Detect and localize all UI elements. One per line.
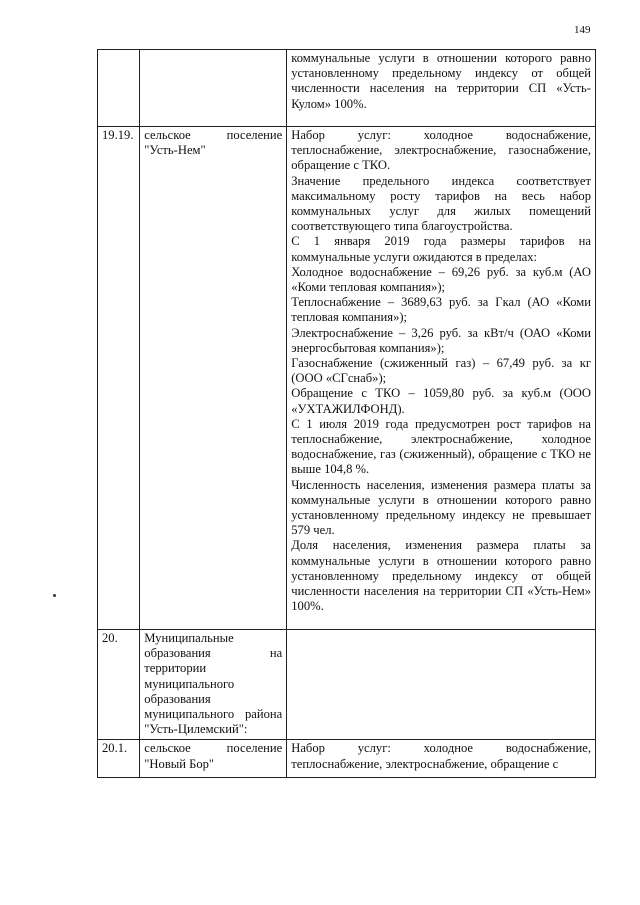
content-paragraph: Холодное водоснабжение – 69,26 руб. за куб.м (АО «Коми тепловая компания»); xyxy=(291,264,591,295)
content-paragraph: С 1 января 2019 года размеры тарифов на коммунальные услуги ожидаются в пределах: xyxy=(291,234,591,264)
row-number: 20.1. xyxy=(98,740,140,778)
content-paragraph: коммунальные услуги в отношении которого равно установленному предельному индексу от общей численности населения на территории СП «Усть-Кулом» 100%. xyxy=(291,51,591,111)
table-row xyxy=(98,630,596,740)
table-row xyxy=(98,127,596,630)
municipality-name: сельское поселение "Новый Бор" xyxy=(140,740,287,778)
content-paragraph: Доля населения, изменения размера платы за коммунальные услуги в отношении которого равно установленному предельному индексу от общей численности населения на территории СП «Усть-Нем» 100%. xyxy=(291,538,591,614)
municipality-name: сельское поселение "Усть-Нем" xyxy=(140,127,287,630)
municipality-name: Муниципальные образования на территории муниципального образования муниципального района "Усть-Цилемский": xyxy=(140,630,287,740)
municipality-name xyxy=(140,50,287,127)
row-content xyxy=(287,740,596,778)
content-paragraph: Набор услуг: холодное водоснабжение, теплоснабжение, электроснабжение, обращение с xyxy=(291,741,591,771)
page-number: 149 xyxy=(574,24,591,36)
row-content xyxy=(287,127,596,630)
content-paragraph: С 1 июля 2019 года предусмотрен рост тарифов на теплоснабжение, электроснабжение, холодное водоснабжение, газ (сжиженный), обращение с ТКО не выше 104,8 %. xyxy=(291,416,591,477)
tariff-table xyxy=(97,49,596,778)
row-number xyxy=(98,50,140,127)
content-paragraph: Газоснабжение (сжиженный газ) – 67,49 руб. за кг (ООО «СГснаб»); xyxy=(291,356,591,386)
content-paragraph: Электроснабжение – 3,26 руб. за кВт/ч (ОАО «Коми энергосбытовая компания»); xyxy=(291,325,591,355)
table-row xyxy=(98,50,596,127)
row-content xyxy=(287,50,596,127)
row-number: 20. xyxy=(98,630,140,740)
content-paragraph: Численность населения, изменения размера платы за коммунальные услуги в отношении которого равно установленному предельному индексу не превышает 579 чел. xyxy=(291,477,591,538)
scan-speck xyxy=(53,594,56,597)
row-number: 19.19. xyxy=(98,127,140,630)
content-paragraph: Набор услуг: холодное водоснабжение, теплоснабжение, электроснабжение, газоснабжение, обращение с ТКО. xyxy=(291,128,591,173)
row-content xyxy=(287,630,596,740)
content-paragraph: Значение предельного индекса соответствует максимальному росту тарифов на весь набор коммунальных услуг для жилых помещений соответствующего типа благоустройства. xyxy=(291,173,591,234)
table-row xyxy=(98,740,596,778)
content-paragraph: Обращение с ТКО – 1059,80 руб. за куб.м (ООО «УХТАЖИЛФОНД). xyxy=(291,386,591,416)
content-paragraph: Теплоснабжение – 3689,63 руб. за Гкал (АО «Коми тепловая компания»); xyxy=(291,295,591,325)
